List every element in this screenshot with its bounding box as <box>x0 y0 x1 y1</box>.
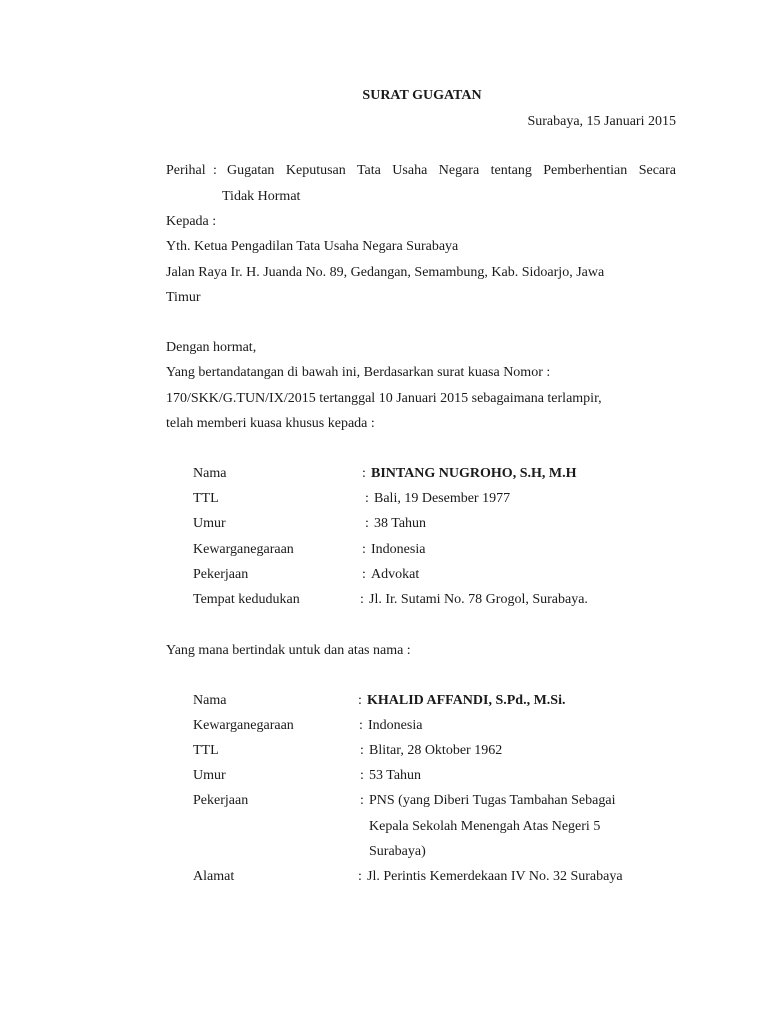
plaintiff-age-value: 53 Tahun <box>369 768 422 783</box>
plaintiff-ttl-colon: : <box>360 743 364 758</box>
plaintiff-occupation-value-line1: PNS (yang Diberi Tugas Tambahan Sebagai <box>369 793 616 808</box>
plaintiff-occupation-colon: : <box>360 793 364 808</box>
attorney-occupation-label: Pekerjaan <box>193 567 249 582</box>
plaintiff-address-label: Alamat <box>193 869 235 884</box>
opening-line2: 170/SKK/G.TUN/IX/2015 tertanggal 10 Januari 2015 sebagaimana terlampir, <box>166 391 602 406</box>
plaintiff-age-colon: : <box>360 768 364 783</box>
document-date: Surabaya, 15 Januari 2015 <box>527 114 676 129</box>
plaintiff-age-label: Umur <box>193 768 226 783</box>
plaintiff-name-colon: : <box>358 693 362 708</box>
perihal-separator: : <box>213 163 217 178</box>
attorney-office-value: Jl. Ir. Sutami No. 78 Grogol, Surabaya. <box>369 592 588 607</box>
greeting: Dengan hormat, <box>166 340 257 355</box>
recipient-name: Yth. Ketua Pengadilan Tata Usaha Negara Surabaya <box>166 239 459 254</box>
plaintiff-citizenship-label: Kewarganegaraan <box>193 718 294 733</box>
recipient-address-line1: Jalan Raya Ir. H. Juanda No. 89, Gedangan, Semambung, Kab. Sidoarjo, Jawa <box>166 265 605 280</box>
opening-line1: Yang bertandatangan di bawah ini, Berdasarkan surat kuasa Nomor : <box>166 365 551 380</box>
document-title: SURAT GUGATAN <box>362 88 482 103</box>
attorney-name-colon: : <box>362 466 366 481</box>
plaintiff-address-colon: : <box>358 869 362 884</box>
perihal-label: Perihal <box>166 163 206 178</box>
plaintiff-occupation-label: Pekerjaan <box>193 793 249 808</box>
attorney-office-label: Tempat kedudukan <box>193 592 300 607</box>
opening-line3: telah memberi kuasa khusus kepada : <box>166 416 375 431</box>
attorney-age-label: Umur <box>193 516 226 531</box>
attorney-age-colon: : <box>365 516 369 531</box>
plaintiff-address-value: Jl. Perintis Kemerdekaan IV No. 32 Surabaya <box>367 869 623 884</box>
attorney-citizenship-label: Kewarganegaraan <box>193 542 294 557</box>
attorney-ttl-colon: : <box>365 491 369 506</box>
attorney-name-value: BINTANG NUGROHO, S.H, M.H <box>371 466 577 481</box>
plaintiff-citizenship-colon: : <box>359 718 363 733</box>
plaintiff-citizenship-value: Indonesia <box>368 718 423 733</box>
attorney-ttl-value: Bali, 19 Desember 1977 <box>374 491 511 506</box>
attorney-name-label: Nama <box>193 466 227 481</box>
kepada-label: Kepada : <box>166 214 217 229</box>
perihal-row <box>166 162 676 180</box>
attorney-occupation-value: Advokat <box>371 567 420 582</box>
plaintiff-name-value: KHALID AFFANDI, S.Pd., M.Si. <box>367 693 566 708</box>
attorney-citizenship-colon: : <box>362 542 366 557</box>
plaintiff-ttl-value: Blitar, 28 Oktober 1962 <box>369 743 503 758</box>
plaintiff-ttl-label: TTL <box>193 743 219 758</box>
attorney-age-value: 38 Tahun <box>374 516 427 531</box>
attorney-office-colon: : <box>360 592 364 607</box>
plaintiff-name-label: Nama <box>193 693 227 708</box>
plaintiff-occupation-value-line3: Surabaya) <box>369 844 426 859</box>
plaintiff-occupation-value-line2: Kepala Sekolah Menengah Atas Negeri 5 <box>369 819 601 834</box>
perihal-text-line1: Gugatan Keputusan Tata Usaha Negara tentang Pemberhentian Secara <box>227 163 676 178</box>
recipient-address-line2: Timur <box>166 290 201 305</box>
perihal-text-line2: Tidak Hormat <box>222 189 301 204</box>
acting-for-text: Yang mana bertindak untuk dan atas nama : <box>166 643 411 658</box>
attorney-ttl-label: TTL <box>193 491 219 506</box>
attorney-occupation-colon: : <box>362 567 366 582</box>
attorney-citizenship-value: Indonesia <box>371 542 426 557</box>
